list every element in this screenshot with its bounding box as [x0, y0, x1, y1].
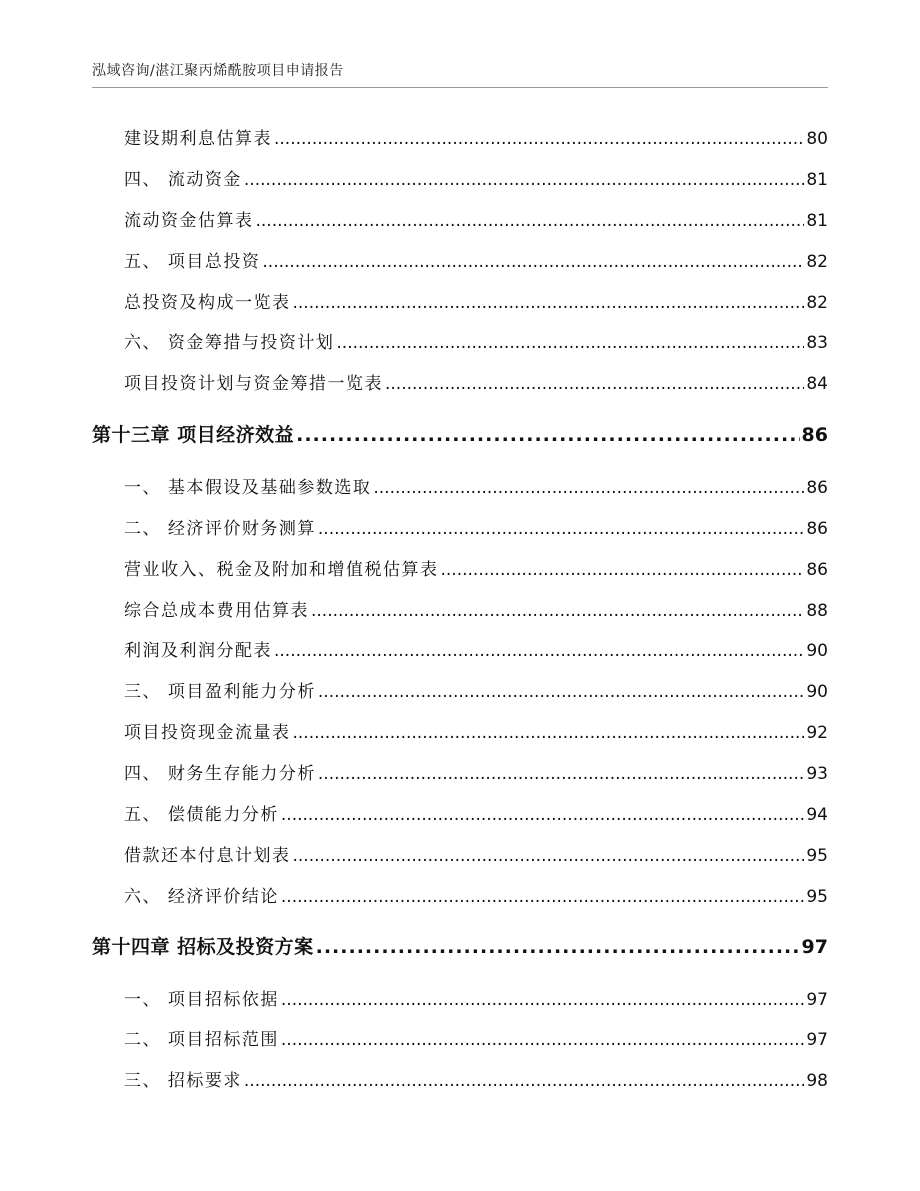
toc-entry-title: 综合总成本费用估算表	[124, 601, 309, 621]
toc-entry-title: 三、 项目盈利能力分析	[124, 682, 316, 702]
toc-page-number: 95	[806, 846, 828, 866]
toc-dot-leader	[281, 887, 804, 907]
toc-page-number: 84	[806, 374, 828, 394]
toc-dot-leader	[293, 723, 805, 743]
toc-section-entry[interactable]	[124, 247, 828, 272]
toc-entry-title: 四、 财务生存能力分析	[124, 764, 316, 784]
toc-dot-leader	[244, 1071, 804, 1091]
toc-section-entry[interactable]	[124, 841, 828, 866]
toc-dot-leader	[293, 293, 805, 313]
toc-page-number: 88	[806, 601, 828, 621]
toc-section-entry[interactable]	[124, 718, 828, 743]
toc-page-number: 97	[806, 990, 828, 1010]
toc-dot-leader	[281, 990, 804, 1010]
toc-entry-title: 六、 经济评价结论	[124, 887, 279, 907]
toc-section-entry[interactable]	[124, 882, 828, 907]
toc-entry-title: 第十三章 项目经济效益	[92, 424, 295, 446]
toc-entry-title: 第十四章 招标及投资方案	[92, 936, 314, 958]
toc-dot-leader	[441, 560, 805, 580]
toc-entry-title: 营业收入、税金及附加和增值税估算表	[124, 560, 439, 580]
toc-dot-leader	[296, 424, 799, 446]
toc-page-number: 80	[806, 129, 828, 149]
toc-page-number: 82	[806, 293, 828, 313]
toc-dot-leader	[373, 478, 804, 498]
toc-page-number: 86	[806, 478, 828, 498]
toc-section-entry[interactable]	[124, 596, 828, 621]
toc-entry-title: 五、 项目总投资	[124, 252, 261, 272]
toc-page-number: 90	[806, 682, 828, 702]
toc-section-entry[interactable]	[124, 1066, 828, 1091]
toc-dot-leader	[244, 170, 804, 190]
toc-dot-leader	[274, 641, 804, 661]
toc-page-number: 90	[806, 641, 828, 661]
toc-section-entry[interactable]	[124, 165, 828, 190]
toc-dot-leader	[311, 601, 804, 621]
toc-entry-title: 五、 偿债能力分析	[124, 805, 279, 825]
toc-section-entry[interactable]	[124, 636, 828, 661]
toc-section-entry[interactable]	[124, 514, 828, 539]
toc-dot-leader	[293, 846, 805, 866]
toc-page-number: 86	[806, 519, 828, 539]
toc-page-number: 92	[806, 723, 828, 743]
toc-dot-leader	[274, 129, 804, 149]
toc-section-entry[interactable]	[124, 328, 828, 353]
toc-dot-leader	[281, 805, 804, 825]
toc-dot-leader	[318, 764, 804, 784]
toc-section-entry[interactable]	[124, 800, 828, 825]
header-divider	[92, 87, 828, 88]
toc-dot-leader	[281, 1030, 804, 1050]
toc-section-entry[interactable]	[124, 124, 828, 149]
toc-page-number: 95	[806, 887, 828, 907]
toc-dot-leader	[256, 211, 805, 231]
toc-entry-title: 三、 招标要求	[124, 1071, 242, 1091]
toc-dot-leader	[385, 374, 804, 394]
toc-section-entry[interactable]	[124, 288, 828, 313]
toc-entry-title: 二、 经济评价财务测算	[124, 519, 316, 539]
toc-section-entry[interactable]	[124, 473, 828, 498]
toc-dot-leader	[262, 252, 804, 272]
toc-page-number: 93	[806, 764, 828, 784]
toc-page-number: 86	[806, 560, 828, 580]
toc-entry-title: 项目投资现金流量表	[124, 723, 291, 743]
toc-chapter-entry[interactable]	[92, 420, 828, 447]
toc-entry-title: 利润及利润分配表	[124, 641, 272, 661]
toc-page-number: 81	[806, 170, 828, 190]
toc-entry-title: 四、 流动资金	[124, 170, 242, 190]
toc-page-number: 82	[806, 252, 828, 272]
toc-section-entry[interactable]	[124, 555, 828, 580]
toc-chapter-entry[interactable]	[92, 932, 828, 959]
toc-entry-title: 一、 基本假设及基础参数选取	[124, 478, 372, 498]
toc-entry-title: 流动资金估算表	[124, 211, 254, 231]
toc-page-number: 86	[801, 424, 828, 446]
toc-section-entry[interactable]	[124, 985, 828, 1010]
toc-section-entry[interactable]	[124, 677, 828, 702]
toc-page-number: 98	[806, 1071, 828, 1091]
toc-page-number: 97	[806, 1030, 828, 1050]
toc-entry-title: 六、 资金筹措与投资计划	[124, 333, 335, 353]
toc-page-number: 97	[801, 936, 828, 958]
toc-page-number: 81	[806, 211, 828, 231]
toc-section-entry[interactable]	[124, 206, 828, 231]
toc-entry-title: 总投资及构成一览表	[124, 293, 291, 313]
running-header: 泓域咨询/湛江聚丙烯酰胺项目申请报告	[92, 63, 344, 79]
toc-page-number: 94	[806, 805, 828, 825]
toc-section-entry[interactable]	[124, 1025, 828, 1050]
toc-section-entry[interactable]	[124, 369, 828, 394]
toc-section-entry[interactable]	[124, 759, 828, 784]
toc-dot-leader	[318, 519, 804, 539]
toc-dot-leader	[318, 682, 804, 702]
toc-dot-leader	[316, 936, 800, 958]
toc-entry-title: 建设期利息估算表	[124, 129, 272, 149]
toc-dot-leader	[336, 333, 804, 353]
toc-entry-title: 一、 项目招标依据	[124, 990, 279, 1010]
toc-entry-title: 项目投资计划与资金筹措一览表	[124, 374, 383, 394]
toc-page-number: 83	[806, 333, 828, 353]
toc-entry-title: 借款还本付息计划表	[124, 846, 291, 866]
toc-entry-title: 二、 项目招标范围	[124, 1030, 279, 1050]
